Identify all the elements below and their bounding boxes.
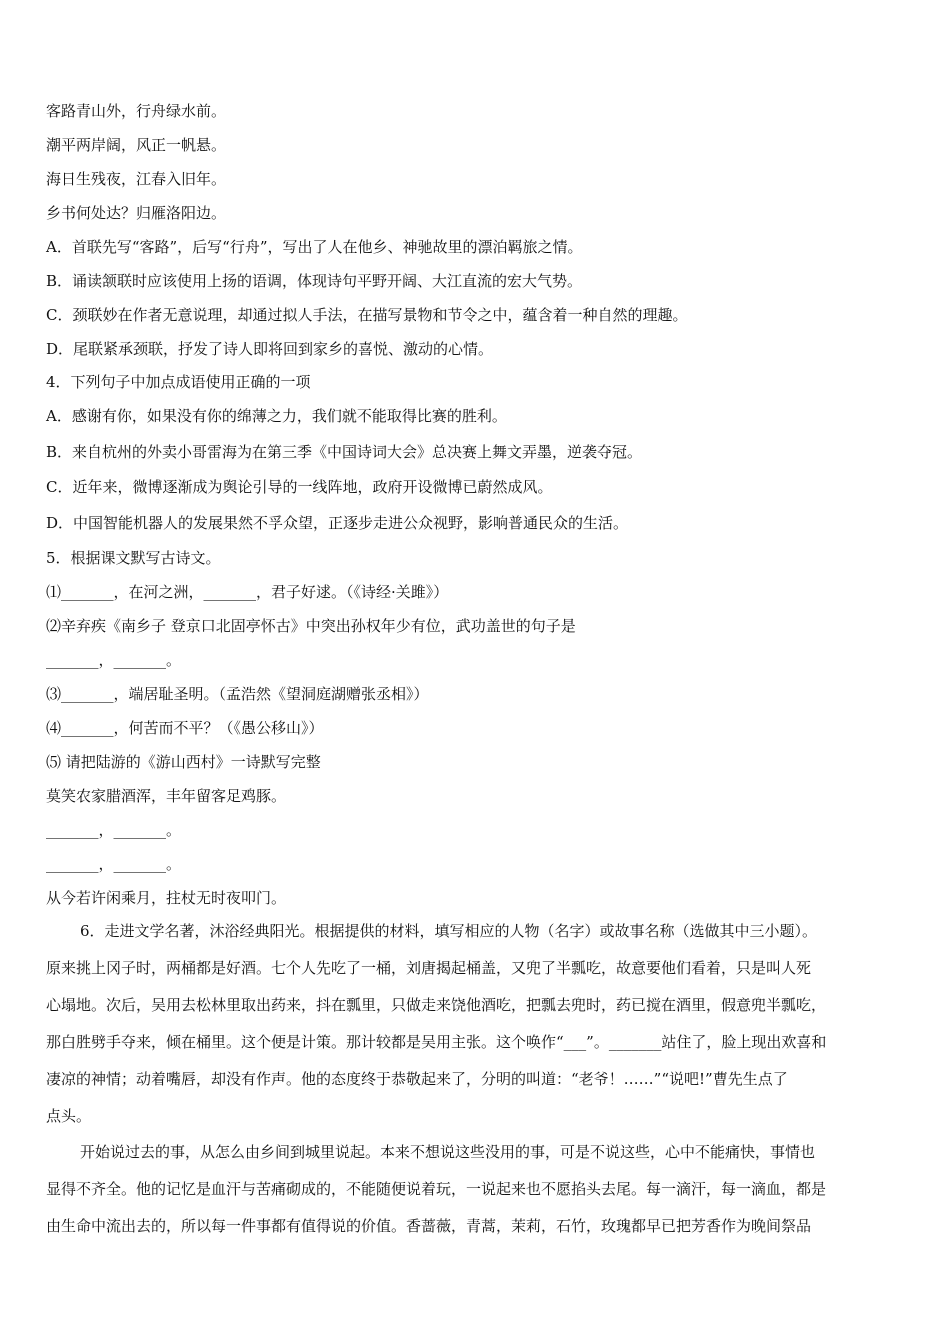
poem-line: 海日生残夜，江春入旧年。: [46, 170, 227, 188]
q4-option-b: B．来自杭州的外卖小哥雷海为在第三季《中国诗词大会》总决赛上舞文弄墨，逆袭夺冠。: [46, 443, 643, 461]
q6-passage2-line: 显得不齐全。他的记忆是血汗与苦痛砌成的，不能随便说着玩，一说起来也不愿掐头去尾。每一滴汗，每一滴血，都是: [46, 1180, 827, 1198]
q6-passage2-line: 开始说过去的事，从怎么由乡间到城里说起。本来不想说这些没用的事，可是不说这些，心中不能痛快，事情也: [80, 1143, 816, 1161]
q6-stem: 6．走进文学名著，沐浴经典阳光。根据提供的材料，填写相应的人物（名字）或故事名称（选做其中三小题）。: [80, 922, 818, 940]
q5-line: ⑷_______，何苦而不平？（《愚公移山》）: [46, 719, 324, 737]
q5-blank-line: _______，_______。: [46, 855, 182, 873]
q5-stem: 5．根据课文默写古诗文。: [46, 549, 221, 567]
q4-stem: 4．下列句子中加点成语使用正确的一项: [46, 373, 311, 391]
q5-line: ⑶_______，端居耻圣明。（孟浩然《望洞庭湖赠张丞相》）: [46, 685, 429, 703]
q5-line: ⑸ 请把陆游的《游山西村》一诗默写完整: [46, 753, 321, 771]
q5-blank-line: _______，_______。: [46, 651, 182, 669]
q3-option-b: B．诵读颔联时应该使用上扬的语调，体现诗句平野开阔、大江直流的宏大气势。: [46, 272, 583, 290]
poem-line: 乡书何处达？归雁洛阳边。: [46, 204, 227, 222]
q5-line: ⑵辛弃疾《南乡子 登京口北固亭怀古》中突出孙权年少有位，武功盖世的句子是: [46, 617, 576, 635]
poem-line: 客路青山外，行舟绿水前。: [46, 102, 227, 120]
q3-option-a: A．首联先写“客路”，后写“行舟”，写出了人在他乡、神驰故里的漂泊羁旅之情。: [46, 238, 583, 256]
q6-passage-line: 那白胜劈手夺来，倾在桶里。这个便是计策。那计较都是吴用主张。这个唤作“___”。_______站住了，脸上现出欢喜和: [46, 1033, 827, 1051]
q6-passage-line: 点头。: [46, 1107, 92, 1125]
q5-line: 莫笑农家腊酒浑，丰年留客足鸡豚。: [46, 787, 287, 805]
q6-passage-line: 原来挑上冈子时，两桶都是好酒。七个人先吃了一桶，刘唐揭起桶盖，又兜了半瓢吃，故意要他们看着，只是叫人死: [46, 959, 812, 977]
q6-passage-line: 凄凉的神情；动着嘴唇，却没有作声。他的态度终于恭敬起来了，分明的叫道：“老爷！……”“说吧!”曹先生点了: [46, 1070, 788, 1088]
q6-passage2-line: 由生命中流出去的，所以每一件事都有值得说的价值。香蔷薇，青蒿，茉莉，石竹，玫瑰都早已把芳香作为晚间祭品: [46, 1217, 812, 1235]
q5-blank-line: _______，_______。: [46, 821, 182, 839]
q3-option-c: C．颈联妙在作者无意说理，却通过拟人手法，在描写景物和节令之中，蕴含着一种自然的理趣。: [46, 306, 688, 324]
q3-option-d: D．尾联紧承颈联，抒发了诗人即将回到家乡的喜悦、激动的心情。: [46, 340, 494, 358]
q4-option-c: C．近年来，微博逐渐成为舆论引导的一线阵地，政府开设微博已蔚然成风。: [46, 478, 553, 496]
q6-passage-line: 心塌地。次后，吴用去松林里取出药来，抖在瓢里，只做走来饶他酒吃，把瓢去兜时，药已搅在酒里，假意兜半瓢吃，: [46, 996, 827, 1014]
poem-line: 潮平两岸阔，风正一帆悬。: [46, 136, 227, 154]
q5-line: 从今若许闲乘月，拄杖无时夜叩门。: [46, 889, 287, 907]
q5-line: ⑴_______，在河之洲，_______，君子好逑。（《诗经·关雎》）: [46, 583, 449, 601]
q4-option-d: D．中国智能机器人的发展果然不孚众望，正逐步走进公众视野，影响普通民众的生活。: [46, 514, 629, 532]
q4-option-a: A．感谢有你，如果没有你的绵薄之力，我们就不能取得比赛的胜利。: [46, 407, 507, 425]
